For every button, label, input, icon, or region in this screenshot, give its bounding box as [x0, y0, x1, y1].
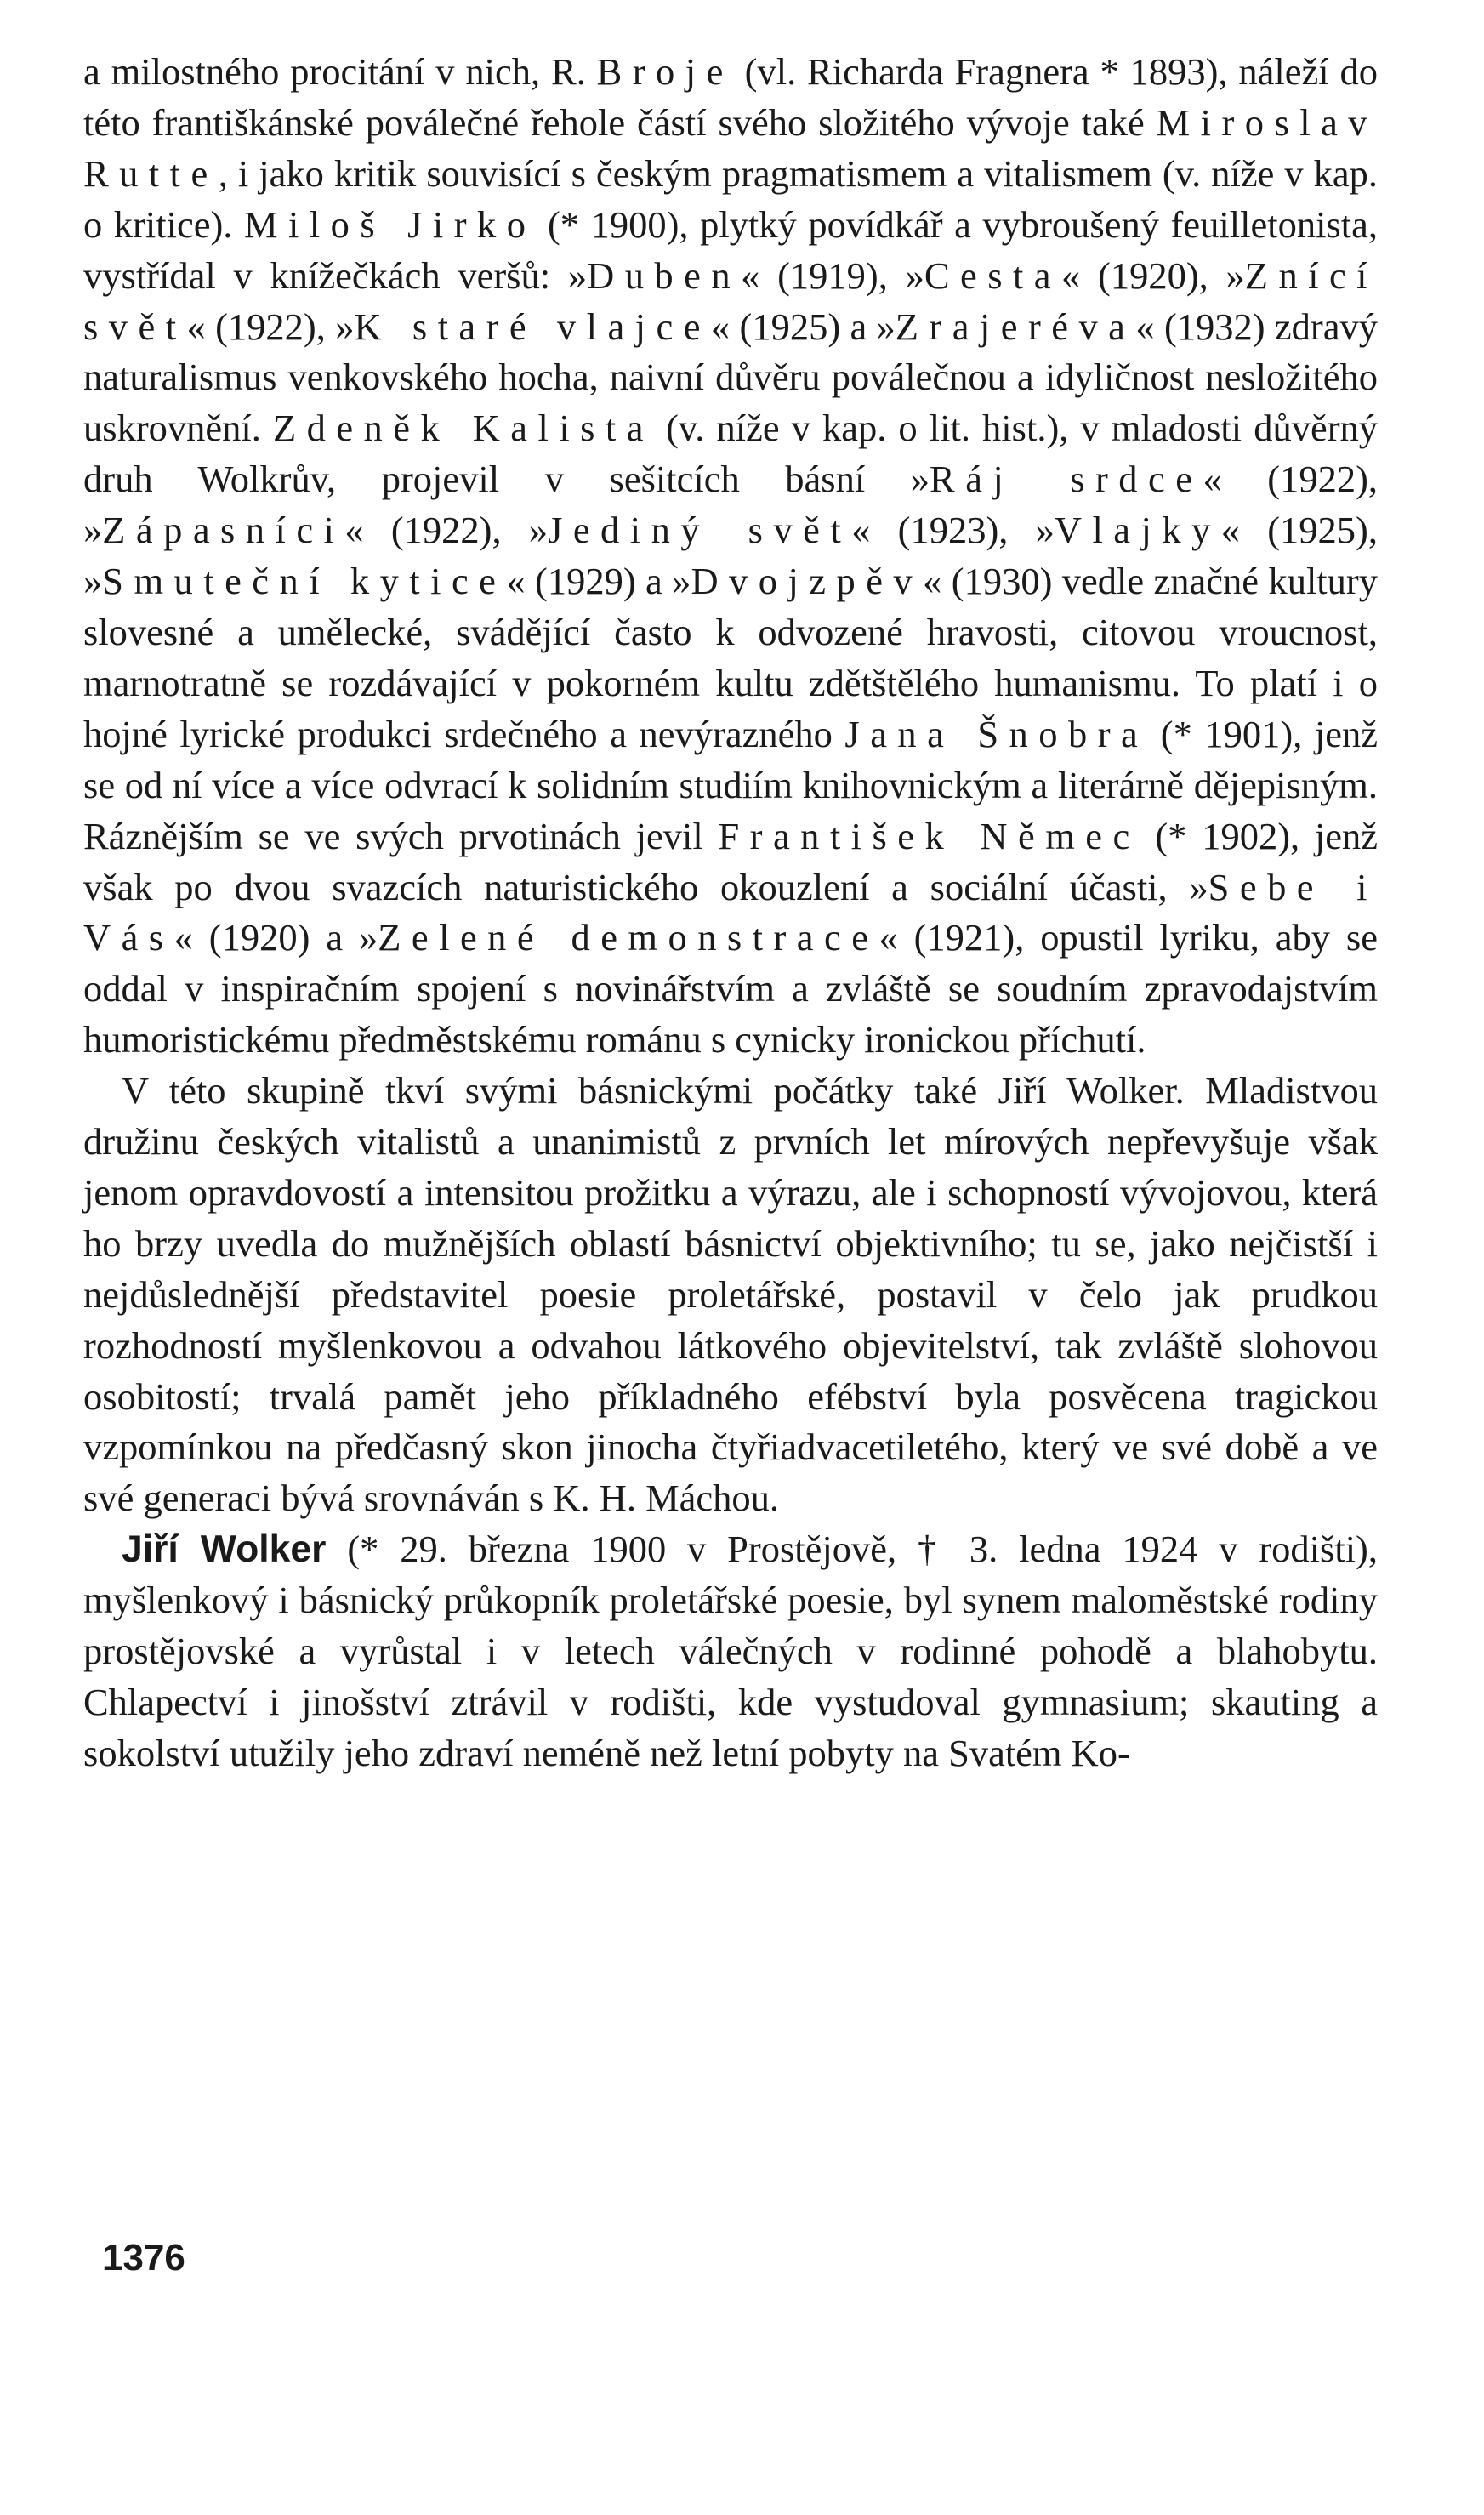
spaced-name: Smuteční kytice: [102, 560, 507, 603]
text-run: « (1923), »: [851, 509, 1055, 552]
text-run: (* 1901), jenž se od ní více a více odvrací k solidním studiím knihovnickým a literárně dějepisným. Ráznějším se ve svých prvotinách jevil: [83, 712, 1378, 857]
spaced-name: František Němec: [718, 814, 1140, 857]
spaced-name: Jediný svět: [548, 509, 852, 552]
text-run: (vl. Richarda Fragnera * 1893), náleží do této františkánské poválečné řehole částí svého složitého vývoje také: [83, 50, 1378, 144]
text-run: (* 1900), plytký povídkář a vybroušený feuilletonista, vystřídal v knížečkách veršů: »: [83, 202, 1378, 297]
text-run: « (1920), »: [1061, 253, 1245, 297]
spaced-name: Vlajky: [1054, 509, 1221, 552]
text-run: « (1921), opustil lyriku, aby se oddal v inspiračním spojení s novinářstvím a zvláště se soudním zpravodajstvím humoristickému předměstskému románu s cynicky ironickou příchutí.: [83, 916, 1378, 1061]
text-run: (* 1902), jenž však po dvou svazcích naturistického okouzlení a sociální účasti, »: [83, 814, 1378, 908]
spaced-name: Ráj srdce: [930, 458, 1203, 501]
text-run: « (1929) a »: [506, 560, 691, 603]
text-run: (* 29. března 1900 v Prostějově, † 3. ledna 1924 v rodišti), myšlenkový i básnický průkopník proletářské poesie, byl synem maloměstské rodiny prostějovské a vyrůstal i v letech válečných v rodinné pohodě a blahobytu. Chlapectví i jinošství ztrávil v rodišti, kde vystudoval gymnasium; skauting a sokolství utužily jeho zdraví neméně než letní pobyty na Svatém Ko-: [83, 1528, 1379, 1774]
page-number: 1376: [102, 2237, 185, 2279]
text-run: (v. níže v kap. o lit. hist.), v mladosti důvěrný druh Wolkrův, projevil v sešitcích básní »: [83, 407, 1379, 501]
spaced-name: Cesta: [924, 253, 1062, 297]
spaced-name: Broje: [596, 50, 734, 93]
spaced-name: Zrajeréva: [895, 304, 1136, 348]
text-run: « (1932) zdravý naturalismus venkovského hocha, naivní důvěru poválečnou a idyličnost nesložitého uskrovnění.: [83, 304, 1379, 450]
text-run: « (1919), »: [741, 253, 924, 297]
spaced-name: Sebe i Vás: [83, 865, 1379, 959]
spaced-name: Zelené demonstrace: [378, 916, 879, 959]
spaced-name: Jana Šnobra: [844, 712, 1149, 755]
spaced-name: K staré vlajce: [354, 304, 711, 348]
body-text: [83, 47, 1378, 1779]
text-run: « (1930) vedle značné kultury slovesné a umělecké, svádějící často k odvozené hravosti, citovou vroucnost, marnotratně se rozdávající v pokorném kultu zdětštělého humanismu. To platí i o hojné lyrické produkci srdečného a nevýrazného: [83, 560, 1378, 755]
spaced-name: Duben: [587, 253, 742, 297]
text-run: « (1925), »: [83, 509, 1378, 603]
spaced-name: Zápasníci: [102, 509, 345, 552]
spaced-name: Dvojzpěv: [691, 560, 924, 603]
text-run: « (1925) a »: [710, 304, 896, 348]
spaced-name: Zdeněk Kalista: [272, 407, 654, 450]
paragraph: [83, 47, 1378, 1066]
text-run: V této skupině tkví svými básnickými počátky také Jiří Wolker. Mladistvou družinu českých vitalistů a unanimistů z prvních let mírových nepřevyšuje však jenom opravdovostí a intensitou prožitku a výrazu, ale i schopností vývojovou, která ho brzy uvedla do mužnějších oblastí básnictví objektivního; tu se, jako nejčistší i nejdůslednější představitel poesie proletářské, postavil v čelo jak prudkou rozhodností myšlenkovou a odvahou látkového objevitelství, tak zvláště slohovou osobitostí; trvalá pamět jeho příkladného efébství byla posvěcena tragickou vzpomínkou na předčasný skon jinocha čtyřiadvacetiletého, který ve své době a ve své generaci bývá srovnáván s K. H. Máchou.: [83, 1069, 1378, 1520]
paragraph: [83, 1066, 1378, 1524]
spaced-name: Znící svět: [83, 253, 1379, 348]
text-run: « (1922), »: [186, 304, 355, 348]
text-run: « (1922), »: [344, 509, 549, 552]
text-run: « (1920) a »: [173, 916, 378, 959]
bold-name: Jiří Wolker: [122, 1528, 327, 1571]
text-run: a milostného procitání v nich, R.: [83, 50, 597, 93]
text-run: « (1922), »: [83, 458, 1379, 552]
spaced-name: Miloš Jirko: [243, 202, 537, 246]
text-run: , i jako kritik souvisící s českým pragmatismem a vitalismem (v. níže v kap. o kritice).: [83, 151, 1378, 246]
paragraph: [83, 1524, 1378, 1779]
spaced-name: Miroslav Rutte: [83, 100, 1378, 195]
